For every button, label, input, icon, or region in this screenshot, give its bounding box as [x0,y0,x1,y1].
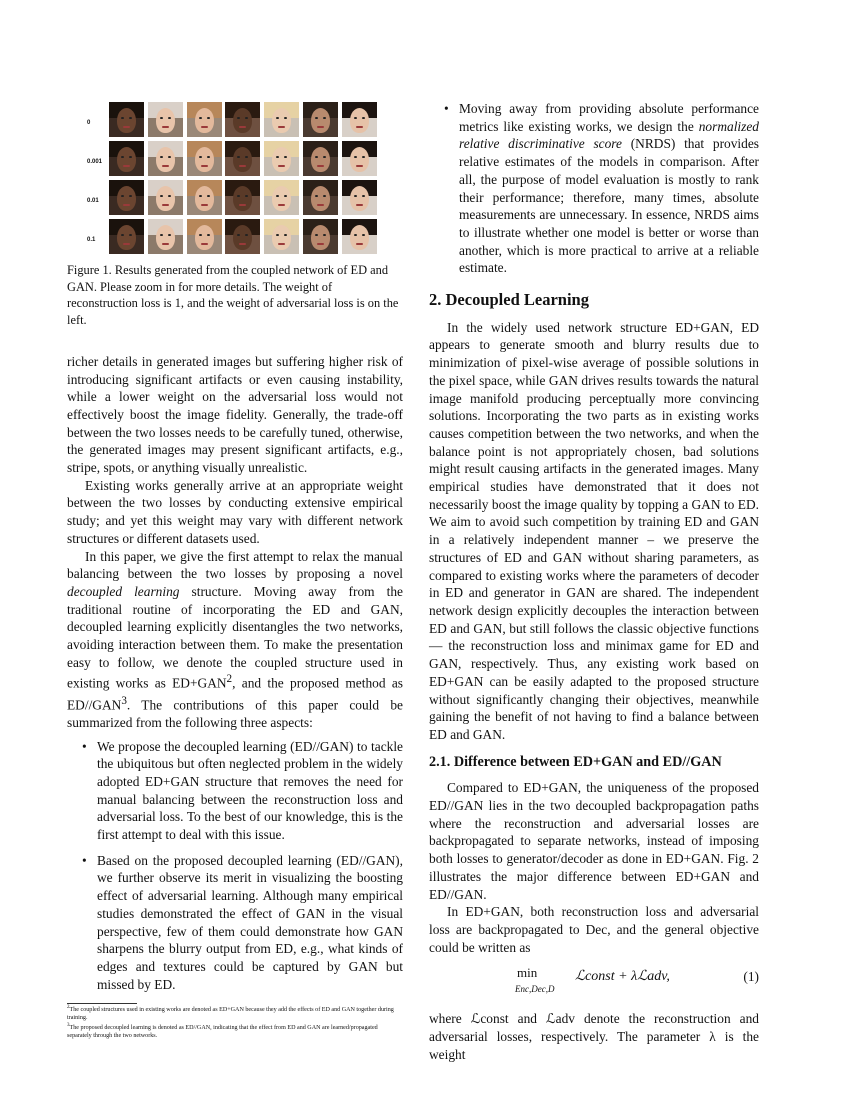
face-thumbnail [225,219,260,254]
face-thumbnail [264,141,299,176]
paragraph: In ED+GAN, both reconstruction loss and adversarial loss are backpropagated to Dec, and the general objective could be written as [429,904,759,955]
face-thumbnail [148,141,183,176]
face-thumbnail [264,180,299,215]
equation-subscript: Enc,Dec,D [515,984,555,995]
face-thumbnail [109,219,144,254]
face-thumbnail [225,180,260,215]
face-thumbnail [303,102,338,137]
list-item [82,738,403,844]
text-run: structure. Moving away from the traditional routine of incorporating the ED and GAN, decoupled learning explicitly disentangles the two networks, avoiding interaction between them. To make the presentation easy to follow, we denote the coupled structure used in existing works as ED+GAN [67,583,403,691]
contribution-list [67,738,403,994]
bullet-icon: • [82,852,87,868]
figure-caption: Figure 1. Results generated from the coupled network of ED and GAN. Please zoom in for more details. The weight of reconstruction loss is 1, and the weight of adversarial loss is on the left. [67,263,399,328]
row-label: 0.001 [87,159,103,165]
list-item [444,100,759,277]
row-label: 0.01 [87,198,99,204]
face-thumbnail [225,141,260,176]
footnote-ref[interactable]: 2 [226,673,233,686]
bullet-icon: • [444,101,449,116]
paragraph: Compared to ED+GAN, the uniqueness of the proposed ED//GAN lies in the two decoupled backpropagation paths where the reconstruction and adversarial losses are backpropagated to separate networks, instead of imposing both losses to generator/decoder as done in ED+GAN. Fig. 2 illustrates the major difference between ED+GAN and ED//GAN. [429,780,759,902]
subsection-heading: 2.1. Difference between ED+GAN and ED//GAN [429,753,722,770]
footnote [67,1004,403,1022]
equation-1 [429,962,759,1006]
emphasis: normalized relative discriminative score [459,118,759,152]
face-thumbnail [264,102,299,137]
face-thumbnail [109,141,144,176]
face-thumbnail [303,141,338,176]
face-thumbnail [264,219,299,254]
equation-expression: ℒconst + λℒadv, [575,969,670,985]
face-thumbnail [109,180,144,215]
face-thumbnail [225,102,260,137]
face-thumbnail [342,219,377,254]
paragraph: where ℒconst and ℒadv denote the reconstruction and adversarial losses, respectively. The parameter λ is the weight [429,1011,759,1062]
text-run: , and the proposed method as ED//GAN [67,675,403,713]
face-row [109,180,381,214]
footnote-number: 3 [67,1023,70,1029]
paragraph: Existing works generally arrive at an appropriate weight between the two losses by conducting extensive empirical study; and yet this weight may vary with different network structures or different datasets used. [67,477,403,546]
footnote-number: 2 [67,1005,70,1011]
footnote [67,1022,403,1040]
text-run: Moving away from providing absolute performance metrics like existing works, we design the [459,101,759,134]
face-thumbnail [342,141,377,176]
left-column [67,100,403,1040]
face-thumbnail [148,102,183,137]
text-run: . The contributions of this paper could be summarized from the following three aspects: [67,697,403,730]
equation-number: (1) [743,969,759,985]
contribution-list [429,100,759,277]
list-item [82,852,403,994]
face-row [109,219,381,253]
face-thumbnail [342,180,377,215]
face-thumbnail [303,180,338,215]
emphasis: decoupled learning [67,583,180,599]
equation-operator: min [517,965,538,981]
face-thumbnail [187,180,222,215]
right-column [429,100,759,1063]
footnote-ref[interactable]: 3 [121,694,127,707]
face-thumbnail [303,219,338,254]
bullet-icon: • [82,738,87,754]
list-item-text: Based on the proposed decoupled learning (ED//GAN), we further observe its merit in visualizing the boosting effect of adversarial learning. Although many empirical studies demonstrated the effect of GAN in the visual perspective, few of them could demonstrate how GAN sharpens the blurry output from ED, e.g., what kinds of edges and textures could be captured by GAN but missed by ED. [97,852,403,992]
face-thumbnail [187,141,222,176]
section-heading: 2. Decoupled Learning [429,290,589,310]
row-label: 0 [87,120,91,126]
figure-1 [67,100,403,260]
row-label: 0.1 [87,237,96,243]
face-thumbnail [109,102,144,137]
footnote-text: The proposed decoupled learning is denoted as ED//GAN, indicating that the effect from ED and GAN are learned/propagated separately through the two networks. [67,1025,378,1040]
face-row [109,141,381,175]
face-thumbnail [148,219,183,254]
face-thumbnail [148,180,183,215]
face-row [109,102,381,136]
text-run: (NRDS) that provides relative estimates of the models in comparison. After all, the purpose of model evaluation is mostly to rank their performance; therefore, many times, absolute measurements are unnecessary. In essence, NRDS aims to illustrate whether one model is better or worse than another, which is more practical to arrive at a reliable estimate. [459,136,759,276]
footnote-text: The coupled structures used in existing works are denoted as ED+GAN because they add the effects of ED and GAN together during training. [67,1007,394,1022]
face-thumbnail [187,102,222,137]
face-thumbnail [187,219,222,254]
paragraph: richer details in generated images but suffering higher risk of introducing significant artifacts or even causing instability, while a lower weight on the adversarial loss would not effectively boost the image fidelity. Generally, the trade-off between the two losses needs to be carefully tuned, otherwise, the generated images may present significant artifacts, e.g., stripe, spots, or anything visually unrealistic. [67,353,403,476]
text-run: In this paper, we give the first attempt to relax the manual balancing between the two losses by proposing a novel [67,548,403,582]
paragraph [67,548,403,732]
paragraph: In the widely used network structure ED+GAN, ED appears to generate smooth and blurry results due to minimization of pixel-wise average of possible solutions in the pixel space, while GAN drives results towards the natural image manifold producing perceptually more convincing solutions. Incorporating the two parts as in existing works causes competition between the two networks, and when the balance point is not appropriately chosen, bad solutions might result causing artifacts in the generated images. Many empirical studies have demonstrated that it does not necessarily boost the image quality by topping a GAN to ED. We aim to avoid such competition by training ED and GAN in a relatively independent manner – we preserve the structures of ED and GAN without sharing parameters, as compared to existing works where the parameters of decoder in ED and generator in GAN are shared. The independent network design explicitly decouples the interaction between ED and GAN, but still follows the classic objective functions — the reconstruction loss and minimax game for ED and GAN, respectively. Thus, any existing work based on ED+GAN can be easily adapted to the proposed structure without significantly changing their objectives, meanwhile gaining the benefit of not having to find a balance between ED and GAN. [429,319,759,742]
list-item-text: We propose the decoupled learning (ED//GAN) to tackle the ubiquitous but often neglected problem in the widely adopted ED+GAN structure that removes the need for manual balancing between the reconstruction loss and adversarial loss. To the best of our knowledge, this is the first attempt to deal with this issue. [97,738,403,843]
face-thumbnail [342,102,377,137]
